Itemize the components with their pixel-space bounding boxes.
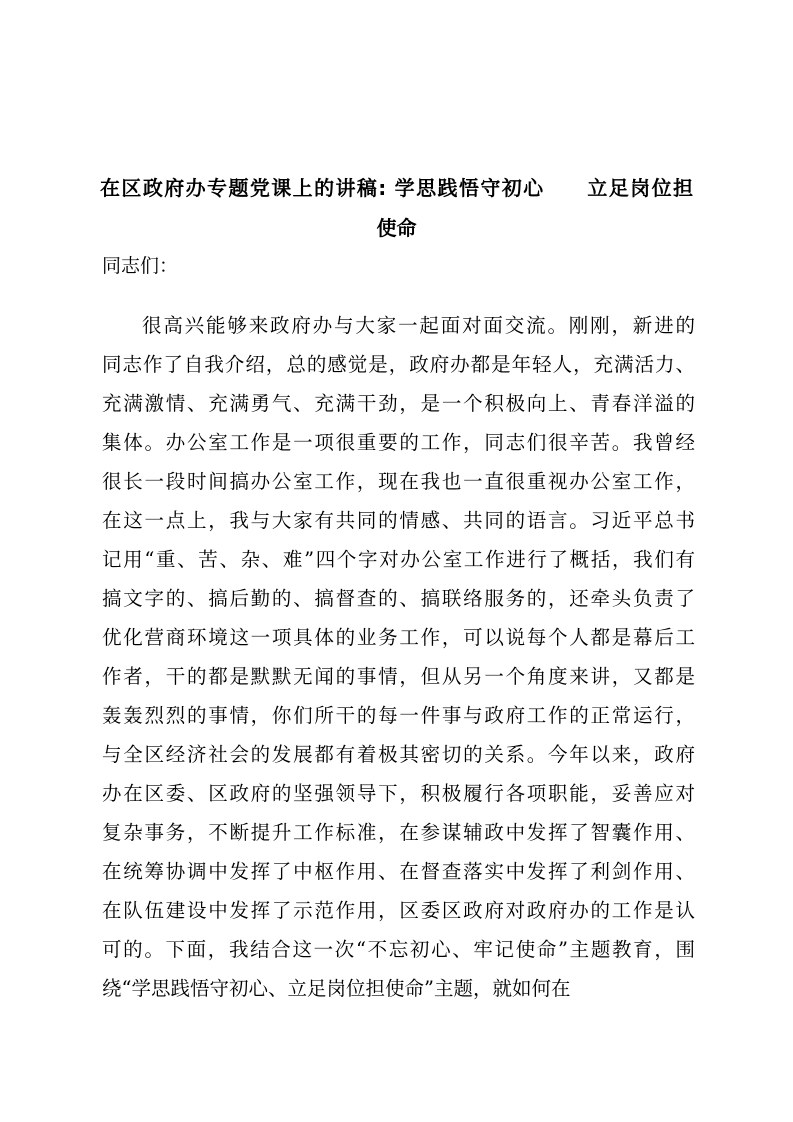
document-title-line-1: 在区政府办专题党课上的讲稿: 学思践悟守初心 立足岗位担 — [100, 176, 693, 200]
body-line: 搞文字的、搞后勤的、搞督查的、搞联络服务的，还牵头负责了 — [102, 587, 695, 610]
body-line: 很长一段时间搞办公室工作，现在我也一直很重视办公室工作， — [102, 470, 695, 493]
body-line: 充满激情、充满勇气、充满干劲，是一个积极向上、青春洋溢的 — [102, 392, 695, 415]
body-line: 轰轰烈烈的事情，你们所干的每一件事与政府工作的正常运行， — [102, 704, 695, 727]
body-paragraph — [102, 306, 695, 1008]
body-line: 与全区经济社会的发展都有着极其密切的关系。今年以来，政府 — [102, 743, 695, 766]
body-line: 复杂事务，不断提升工作标准，在参谋辅政中发挥了智囊作用、 — [102, 821, 695, 844]
body-line: 在这一点上，我与大家有共同的情感、共同的语言。习近平总书 — [102, 509, 695, 532]
body-line: 作者，干的都是默默无闻的事情，但从另一个角度来讲，又都是 — [102, 665, 695, 688]
body-line: 可的。下面，我结合这一次“不忘初心、牢记使命”主题教育，围 — [102, 938, 695, 961]
body-line: 办在区委、区政府的坚强领导下，积极履行各项职能，妥善应对 — [102, 782, 695, 805]
body-line: 优化营商环境这一项具体的业务工作，可以说每个人都是幕后工 — [102, 626, 695, 649]
body-line: 在队伍建设中发挥了示范作用，区委区政府对政府办的工作是认 — [102, 899, 695, 922]
body-line: 集体。办公室工作是一项很重要的工作，同志们很辛苦。我曾经 — [102, 431, 695, 454]
body-line: 同志作了自我介绍，总的感觉是，政府办都是年轻人，充满活力、 — [102, 353, 695, 376]
salutation: 同志们： — [102, 255, 179, 277]
body-line: 绕“学思践悟守初心、立足岗位担使命”主题，就如何在 — [102, 977, 571, 1000]
body-line: 记用“重、苦、杂、难”四个字对办公室工作进行了概括，我们有 — [102, 548, 695, 571]
body-line: 在统筹协调中发挥了中枢作用、在督查落实中发挥了利剑作用、 — [102, 860, 695, 883]
document-title-line-2: 使命 — [376, 216, 417, 240]
body-line: 很高兴能够来政府办与大家一起面对面交流。刚刚，新进的 — [142, 314, 695, 337]
